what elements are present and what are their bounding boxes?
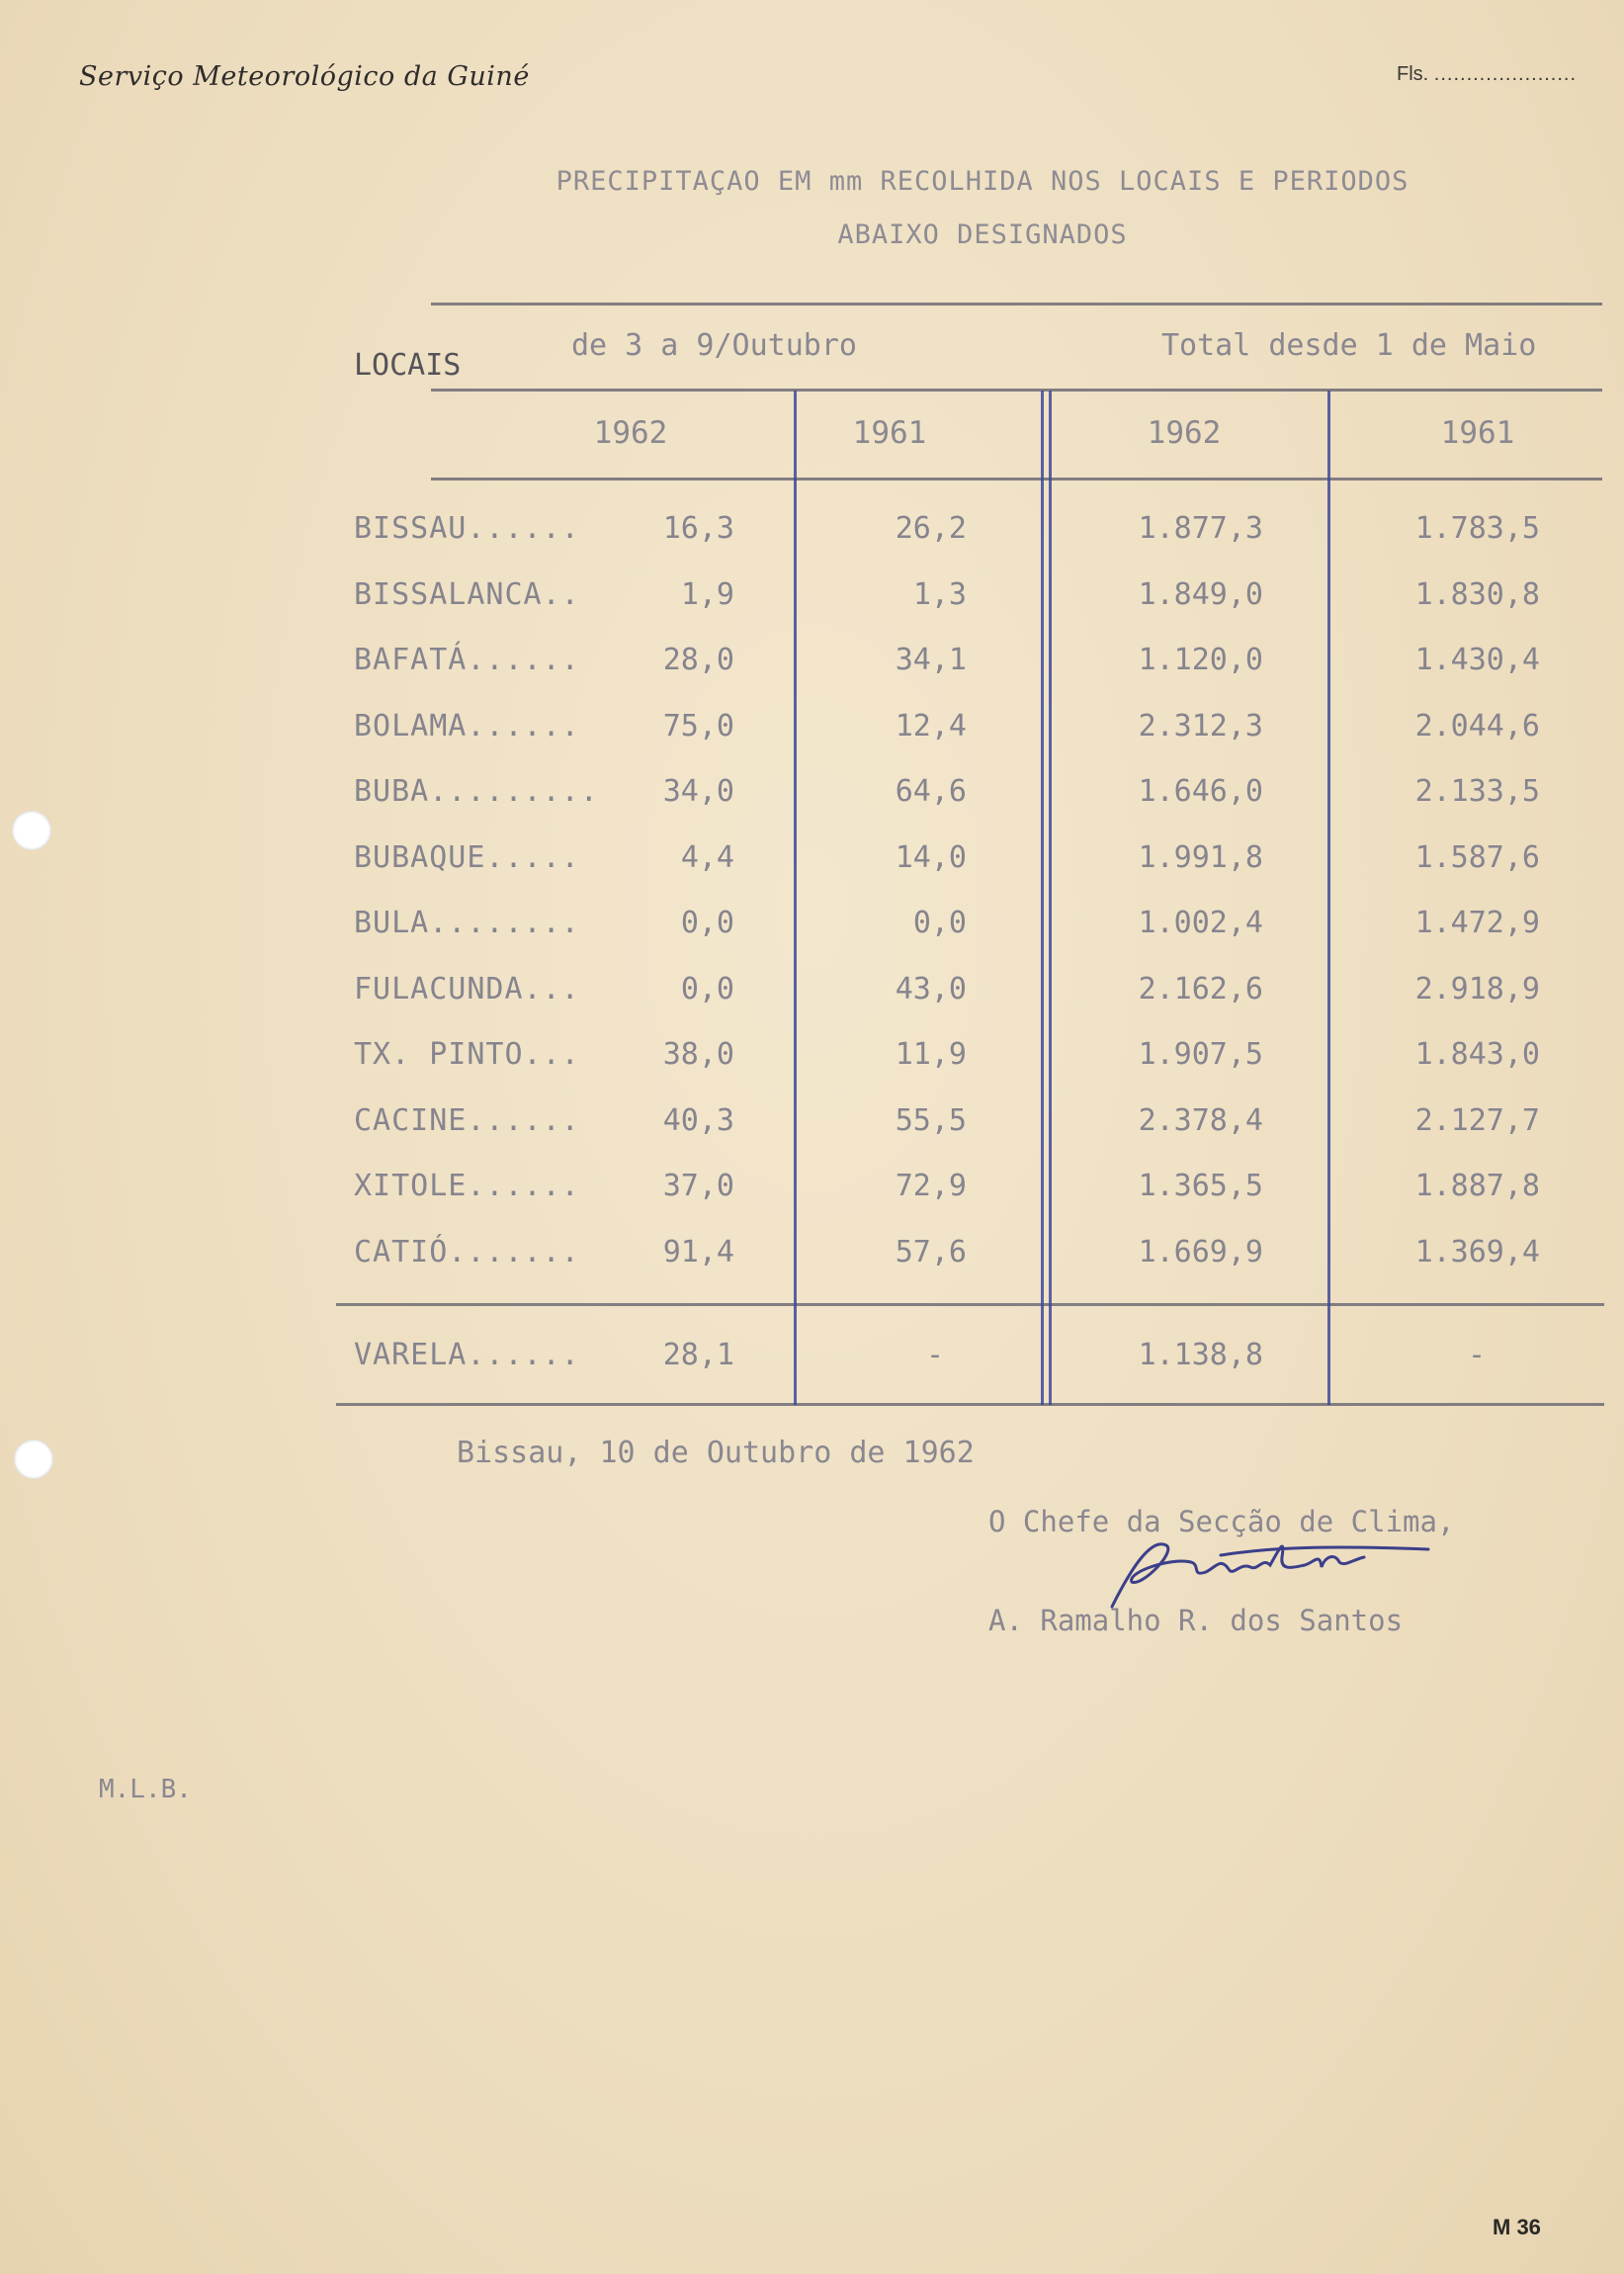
document-title-line2: ABAIXO DESIGNADOS (837, 219, 1128, 250)
place-date: Bissau, 10 de Outubro de 1962 (457, 1436, 975, 1470)
table-row (0, 1037, 1624, 1102)
period-1962-value: 40,3 (662, 1102, 734, 1138)
table-row (0, 1169, 1624, 1234)
total-1962-value: 1.138,8 (1138, 1338, 1263, 1372)
local-name: BOLAMA...... (354, 708, 580, 743)
fls-field (1397, 63, 1577, 86)
period-1962-value: 0,0 (680, 906, 734, 940)
total-1962-value: 1.365,5 (1138, 1169, 1263, 1203)
year-header-total-1962: 1962 (1147, 415, 1222, 451)
total-1962-value: 1.669,9 (1138, 1234, 1263, 1269)
table-row (0, 972, 1624, 1037)
total-1962-value: 1.991,8 (1138, 839, 1263, 875)
local-name: BAFATÁ...... (354, 643, 580, 677)
total-1961-value: 1.587,6 (1414, 839, 1540, 875)
table-varela-rule (336, 1303, 1604, 1306)
total-1961-value: 1.843,0 (1414, 1037, 1540, 1072)
total-1961-value: 2.133,5 (1414, 774, 1540, 809)
total-1961-value: - (1467, 1338, 1486, 1372)
total-1961-value: 1.887,8 (1414, 1169, 1540, 1203)
table-header-rule (431, 389, 1602, 392)
total-1962-value: 1.849,0 (1138, 576, 1263, 612)
table-row (0, 709, 1624, 774)
period-1961-value: 43,0 (895, 971, 967, 1006)
period-1962-value: 0,0 (680, 971, 734, 1006)
period-1961-value: 26,2 (895, 511, 967, 546)
total-1961-value: 1.783,5 (1414, 511, 1540, 546)
table-row-varela (0, 1338, 1624, 1403)
period-1961-value: 14,0 (895, 839, 967, 875)
table-row (0, 774, 1624, 839)
period-1962-value: 1,9 (680, 576, 734, 612)
signatory-name: A. Ramalho R. dos Santos (988, 1604, 1404, 1637)
period-1962-value: 37,0 (662, 1169, 734, 1203)
total-1961-value: 1.472,9 (1414, 906, 1540, 940)
locais-header: LOCAIS (354, 348, 462, 383)
total-1962-value: 2.162,6 (1138, 971, 1263, 1006)
period-1962-value: 38,0 (662, 1037, 734, 1072)
fls-dots: ...................... (1433, 63, 1578, 85)
table-row (0, 643, 1624, 708)
local-name: CACINE...... (354, 1102, 580, 1138)
total-1962-value: 1.907,5 (1138, 1037, 1263, 1072)
total-1962-value: 1.002,4 (1138, 906, 1263, 940)
total-header: Total desde 1 de Maio (1161, 328, 1537, 363)
local-name: FULACUNDA... (354, 971, 580, 1006)
period-1961-value: 55,5 (895, 1102, 967, 1138)
local-name: BULA........ (354, 906, 580, 940)
year-header-total-1961: 1961 (1440, 415, 1515, 451)
period-1961-value: 11,9 (895, 1037, 967, 1072)
form-reference: M 36 (1493, 2215, 1541, 2239)
signatory-title: O Chefe da Secção de Clima, (988, 1505, 1455, 1538)
local-name: BUBA......... (354, 774, 599, 809)
table-row (0, 1235, 1624, 1300)
typist-initials: M.L.B. (99, 1775, 192, 1804)
total-1962-value: 1.877,3 (1138, 511, 1263, 546)
fls-label: Fls. (1397, 63, 1429, 85)
local-name: BISSALANCA.. (354, 576, 580, 612)
total-1961-value: 1.830,8 (1414, 576, 1540, 612)
total-1961-value: 2.127,7 (1414, 1102, 1540, 1138)
local-name: BISSAU...... (354, 511, 580, 546)
period-1961-value: 0,0 (912, 906, 967, 940)
year-header-period-1962: 1962 (593, 415, 668, 451)
local-name: CATIÓ....... (354, 1234, 580, 1269)
period-1961-value: 57,6 (895, 1234, 967, 1269)
period-1962-value: 28,0 (662, 643, 734, 677)
total-1962-value: 2.312,3 (1138, 708, 1263, 743)
total-1961-value: 2.044,6 (1414, 708, 1540, 743)
table-years-rule (431, 478, 1602, 481)
period-1962-value: 75,0 (662, 708, 734, 743)
period-1961-value: 64,6 (895, 774, 967, 809)
total-1961-value: 2.918,9 (1414, 971, 1540, 1006)
period-1962-value: 4,4 (680, 839, 734, 875)
period-1961-value: 1,3 (912, 576, 967, 612)
total-1961-value: 1.430,4 (1414, 643, 1540, 677)
table-row (0, 511, 1624, 576)
total-1962-value: 1.120,0 (1138, 643, 1263, 677)
local-name: VARELA...... (354, 1338, 580, 1372)
punch-hole-bottom (14, 1440, 53, 1479)
table-top-rule (431, 303, 1602, 306)
period-1962-value: 28,1 (662, 1338, 734, 1372)
period-header: de 3 a 9/Outubro (571, 328, 857, 363)
local-name: BUBAQUE..... (354, 839, 580, 875)
table-row (0, 1103, 1624, 1169)
year-header-period-1961: 1961 (852, 415, 927, 451)
table-row (0, 906, 1624, 971)
table-row (0, 840, 1624, 906)
local-name: TX. PINTO... (354, 1037, 580, 1072)
period-1962-value: 91,4 (662, 1234, 734, 1269)
total-1962-value: 1.646,0 (1138, 774, 1263, 809)
letterhead: Serviço Meteorológico da Guiné (79, 61, 530, 92)
total-1961-value: 1.369,4 (1414, 1234, 1540, 1269)
period-1961-value: 12,4 (895, 708, 967, 743)
local-name: XITOLE...... (354, 1169, 580, 1203)
period-1961-value: - (925, 1338, 944, 1372)
total-1962-value: 2.378,4 (1138, 1102, 1263, 1138)
period-1962-value: 34,0 (662, 774, 734, 809)
period-1961-value: 72,9 (895, 1169, 967, 1203)
period-1962-value: 16,3 (662, 511, 734, 546)
period-1961-value: 34,1 (895, 643, 967, 677)
table-bottom-rule (336, 1403, 1604, 1406)
table-row (0, 577, 1624, 643)
document-title-line1: PRECIPITAÇAO EM mm RECOLHIDA NOS LOCAIS E PERIODOS (556, 166, 1410, 197)
